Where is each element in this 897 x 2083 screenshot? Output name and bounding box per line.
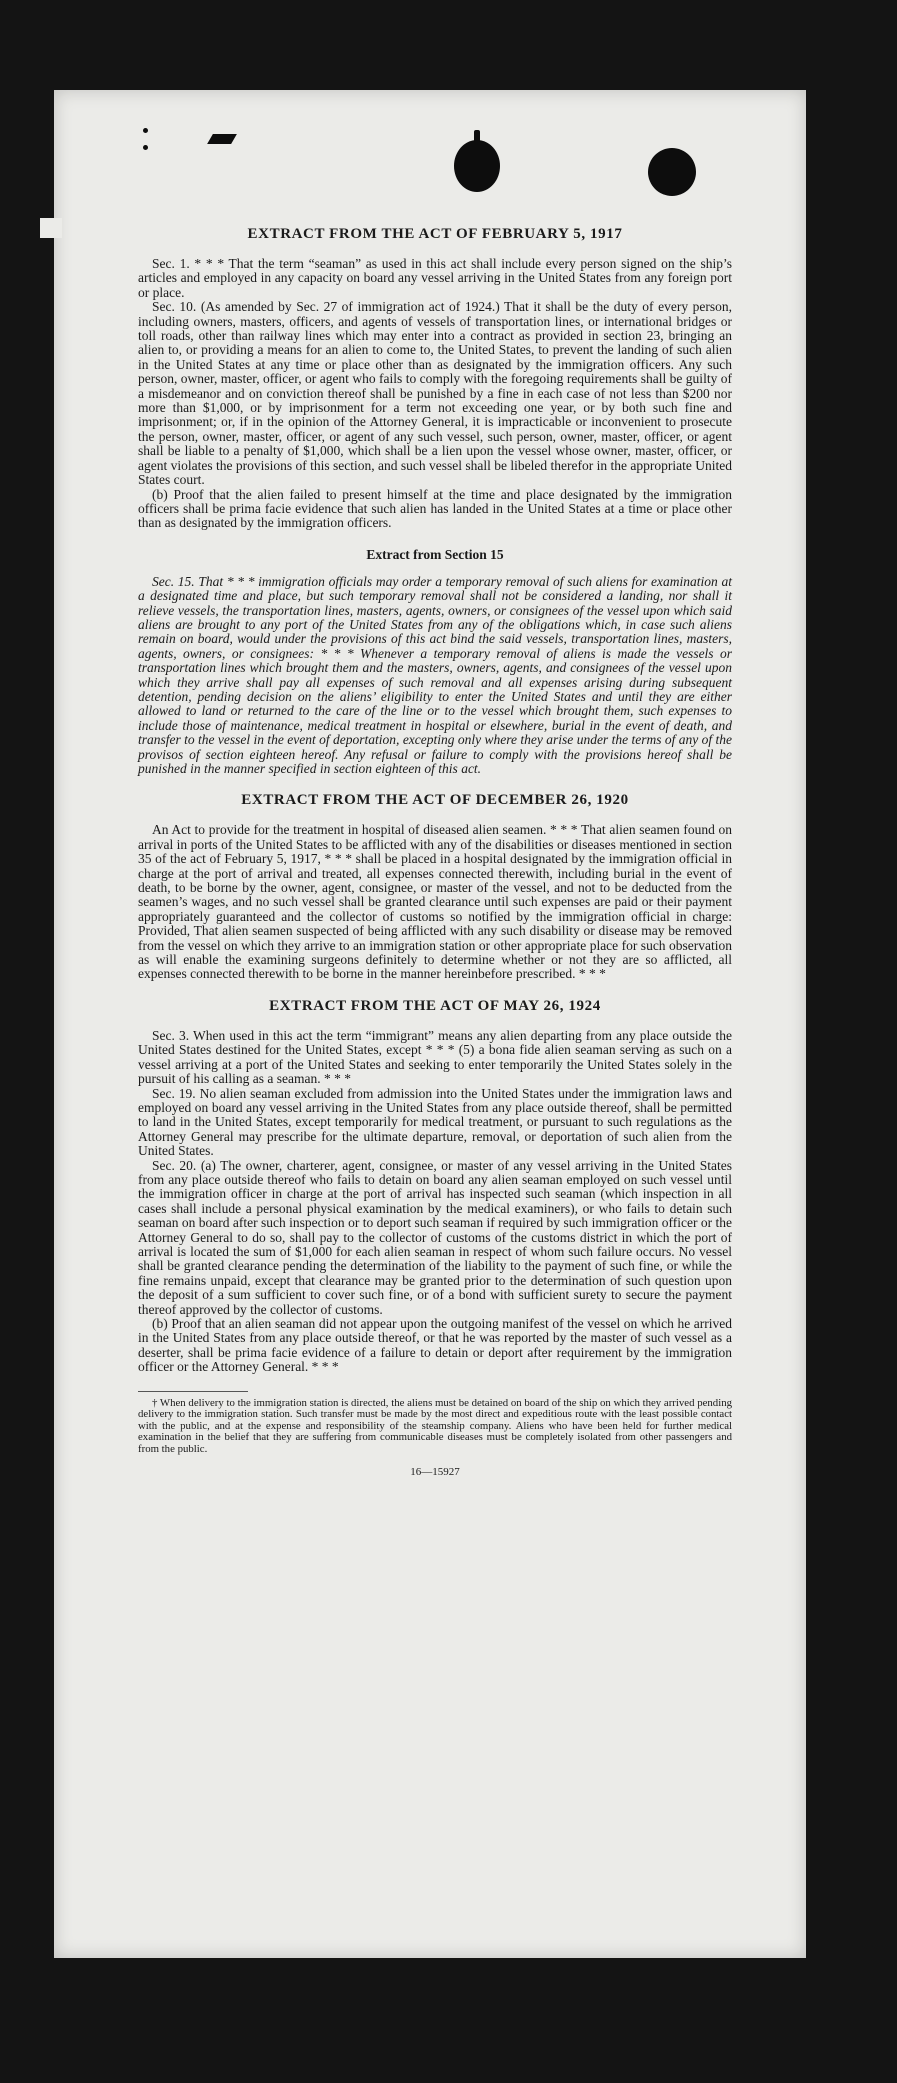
heading-section-15: Extract from Section 15	[366, 546, 504, 562]
document-body	[138, 226, 732, 1478]
punch-hole	[648, 148, 696, 196]
paragraph-1917-sec1: Sec. 1. * * * That the term “seaman” as used in this act shall include every person signed on the ship’s articles and employed in any capacity on board any vessel arriving in the United States from any foreign port or place.	[138, 256, 732, 300]
margin-mark	[143, 145, 148, 150]
paragraph-1917-sec10: Sec. 10. (As amended by Sec. 27 of immigration act of 1924.) That it shall be the duty of every person, including owners, masters, officers, and agents of vessels of transportation lines, or international bridges or toll roads, other than railway lines which may enter into a contract as provided in section 23, bringing an alien to, or providing a means for an alien to come to, the United States, to prevent the landing of such alien in the United States at any time or place other than as designated by the immigration officers. Any such person, owner, master, officer, or agent who fails to comply with the foregoing requirements shall be guilty of a misdemeanor and on conviction thereof shall be punished by a fine in each case of not less than $200 nor more than $1,000, or by imprisonment for a term not exceeding one year, or by both such fine and imprisonment; or, if in the opinion of the Attorney General, it is impracticable or inconvenient to prosecute the person, owner, master, officer, or agent of any such vessel, such person, owner, master, officer, or agent shall be liable to a penalty of $1,000, which shall be a lien upon the vessel whose owner, master, officer, or agent violates the provisions of this section, and such vessel shall be libeled therefor in the appropriate United States court.	[138, 299, 732, 488]
paragraph-1924-sec3: Sec. 3. When used in this act the term “immigrant” means any alien departing from any place outside the United States destined for the United States, except * * * (5) a bona fide alien seaman serving as such on a vessel arriving at a port of the United States and seeking to enter temporarily the United States solely in the pursuit of his calling as a seaman. * * *	[138, 1027, 732, 1087]
sheet-tab	[40, 218, 62, 238]
form-number: 16—15927	[410, 1465, 460, 1478]
heading-act-1917: EXTRACT FROM THE ACT OF FEBRUARY 5, 1917	[247, 226, 623, 242]
footnote	[138, 1398, 732, 1456]
footnote-rule	[138, 1391, 248, 1392]
paragraph-1917-b: (b) Proof that the alien failed to present himself at the time and place designated by the immigration officers shall be prima facie evidence that such alien has landed in the United States at a time or place other than as designated by the immigration officers.	[138, 486, 732, 531]
paragraph-1924-sec19: Sec. 19. No alien seaman excluded from admission into the United States under the immigration laws and employed on board any vessel arriving in the United States from any place outside thereof, shall be permitted to land in the United States, except temporarily for medical treatment, or pursuant to such regulations as the Attorney General may prescribe for the ultimate departure, removal, or deportation of such alien from the United States.	[138, 1085, 732, 1159]
margin-mark	[474, 130, 480, 142]
paragraph-1924-sec20: Sec. 20. (a) The owner, charterer, agent, consignee, or master of any vessel arriving in the United States from any place outside thereof who fails to detain on board any alien seaman employed on such vessel until the immigration officer in charge at the port of arrival has inspected such seaman (which inspection in all cases shall include a personal physical examination by the medical examiners), or who fails to detain such seaman on board after such inspection or to deport such seaman if required by such immigration officer or the Attorney General to do so, shall pay to the collector of customs of the customs district in which the port of arrival is located the sum of $1,000 for each alien seaman in respect of whom such failure occurs. No vessel shall be granted clearance pending the determination of the liability to the payment of such fine, or while the fine remains unpaid, except that clearance may be granted prior to the determination of such question upon the deposit of a sum sufficient to cover such fine, or of a bond with sufficient surety to secure the payment thereof approved by the collector of customs.	[138, 1157, 732, 1317]
punch-hole	[454, 140, 500, 192]
heading-act-1920: EXTRACT FROM THE ACT OF DECEMBER 26, 1920	[241, 792, 629, 809]
paragraph-1924-b: (b) Proof that an alien seaman did not appear upon the outgoing manifest of the vessel on which he arrived in the United States from any place outside thereof, or that he was reported by the master of such vessel as a deserter, shall be prima facie evidence of a failure to detain or deport after requirement by the immigration officer or the Attorney General. * * *	[138, 1316, 732, 1375]
heading-act-1924: EXTRACT FROM THE ACT OF MAY 26, 1924	[269, 997, 601, 1014]
paragraph-1920: An Act to provide for the treatment in hospital of diseased alien seamen. * * * That alien seamen found on arrival in ports of the United States to be afflicted with any of the disabilities or diseases mentioned in section 35 of the act of February 5, 1917, * * * shall be placed in a hospital designated by the immigration official in charge at the port of arrival and treated, all expenses connected therewith, including burial in the event of death, to be borne by the owner, agent, consignee, or master of the vessel, and not to be deducted from the seamen’s wages, and no such vessel shall be granted clearance until such expenses are paid or their payment appropriately guaranteed and the collector of customs so notified by the immigration official in charge: Provided, That alien seamen suspected of being afflicted with any such disability or disease may be removed from the vessel on which they arrive to an immigration station or other appropriate place for such observation as will enable the examining surgeons definitely to determine whether or not they are so afflicted, all expenses connected therewith to be borne in the manner hereinbefore prescribed. * * *	[138, 822, 732, 982]
footnote-text: † When delivery to the immigration station is directed, the aliens must be detained on board of the ship on which they arrived pending delivery to the immigration station. Such transfer must be made by the most direct and expeditious route with the least possible contact with the public, and at the expense and responsibility of the steamship company. Aliens who have been held for further medical examination in the belief that they are suffering from communicable diseases must be completely isolated from other passengers and from the public.	[138, 1396, 732, 1455]
margin-mark	[143, 128, 148, 133]
paragraph-section-15: Sec. 15. That * * * immigration officials may order a temporary removal of such aliens for examination at a designated time and place, but such temporary removal shall not be considered a landing, nor shall it relieve vessels, the transportation lines, masters, agents, owners, or consignees of the vessel upon which said aliens are brought to any port of the United States from any of the obligations which, in case such aliens remain on board, would under the provisions of this act bind the said vessels, transportation lines, masters, agents, owners, or consignees: * * * Whenever a temporary removal of aliens is made the vessels or transportation lines which brought them and the masters, owners, agents, and consignees of the vessel upon which they arrive shall pay all expenses of such removal and all expenses arising during subsequent detention, pending decision on the aliens’ eligibility to enter the United States and until they are either allowed to land or returned to the care of the line or to the vessel which brought them, such expenses to include those of maintenance, medical treatment in hospital or elsewhere, burial in the event of death, and transfer to the vessel in the event of deportation, excepting only where they arise under the terms of any of the provisos of section eighteen hereof. Any refusal or failure to comply with the provisions hereof shall be punished in the manner specified in section eighteen of this act.	[138, 573, 732, 776]
